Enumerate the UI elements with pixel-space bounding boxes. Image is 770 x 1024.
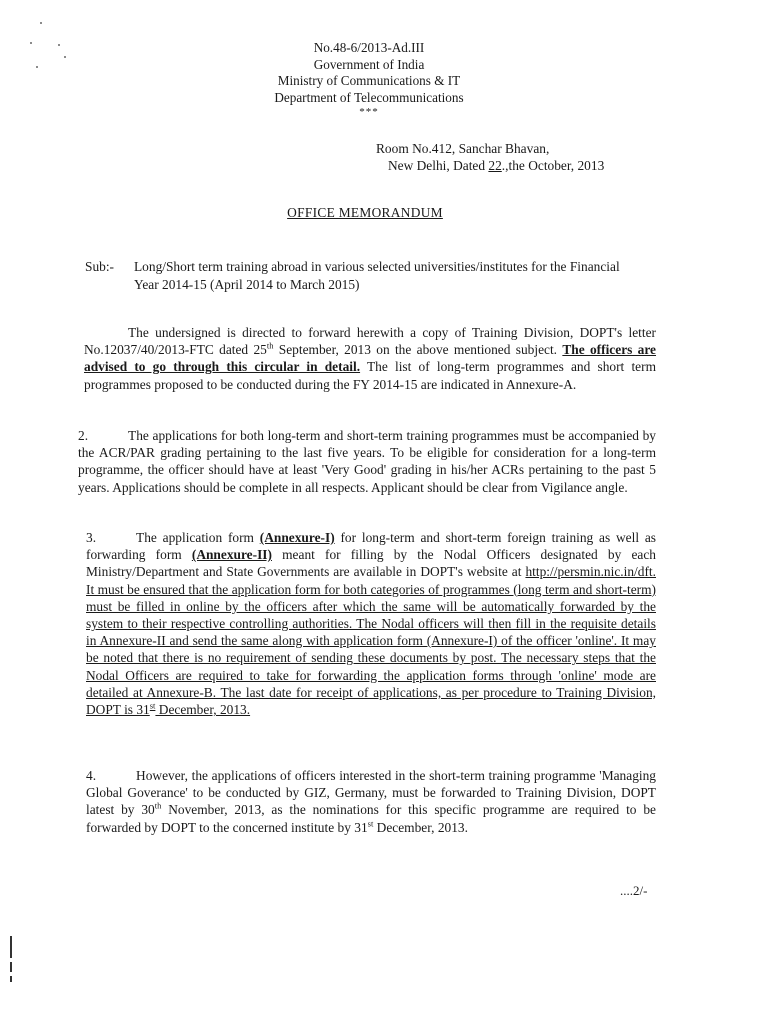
scan-margin-mark (10, 962, 12, 972)
p1-text-c: The list of long-term programmes and short term programmes proposed to be conducted during the FY 2014-15 are indicated in Annexure-A. (84, 359, 656, 392)
paragraph-3 (86, 529, 656, 718)
address-block (376, 140, 604, 174)
page-continuation: ....2/- (620, 883, 648, 898)
p3-sup: st (149, 700, 156, 711)
p1-bold-instruction: The officers are advised to go through this circular in detail. (84, 342, 657, 375)
p1-sup: th (266, 340, 274, 351)
date-suffix: .,the October, 2013 (501, 158, 605, 173)
scan-dot (64, 56, 66, 58)
p3-website-link[interactable]: http://persmin.nic.in/dft. (525, 564, 656, 580)
p3-number: 3. (86, 530, 97, 545)
address-line: Room No.412, Sanchar Bhavan, (376, 141, 550, 156)
p3-underlined-text: It must be ensured that the application form for both categories of programmes (long term and short-term) must be filled in online by the officers after which the same will be automatically forwarded by the system to their respective controlling authorities. The Nodal officers will then fill in the requisite details in Annexure-II and send the same along with application form (Annexure-I) of the officer 'online'. It may be noted that there is no requirement of sending these documents by post. The necessary steps that the Nodal Officers are required to take for forwarding the application forms through 'online' mode are detailed at Annexure-B. The last date for receipt of applications, as per procedure to Training Division, DOPT is 31 (86, 581, 656, 718)
memo-title: OFFICE MEMORANDUM (287, 205, 443, 220)
scan-dot (40, 22, 42, 24)
p2-text: The applications for both long-term and short-term training programmes must be accompanied by the ACR/PAR grading pertaining to the last five years. To be eligible for consideration for a long-term programme, the officer should have at least 'Very Good' grading in his/her ACRs pertaining to the past 5 years. Applications should be complete in all respects. Applicant should be clear from Vigilance angle. (78, 428, 656, 495)
scan-dot (30, 42, 32, 44)
date-line (376, 157, 604, 174)
p3-text-b: for long-term and short-term foreign training as well as forwarding form (86, 530, 656, 563)
date-day: 22 (488, 158, 502, 173)
date-prefix: New Delhi, Dated (388, 158, 489, 173)
paragraph-4 (86, 767, 656, 836)
p1-text-a: The undersigned is directed to forward herewith a copy of Training Division, DOPT's letter No.12037/40/2013-FTC dated 25 (84, 325, 656, 358)
p3-annexure-2: (Annexure-II) (191, 547, 272, 563)
p2-number: 2. (78, 428, 89, 443)
p4-sup-1: th (154, 800, 162, 811)
subject-text: Long/Short term training abroad in various selected universities/institutes for the Financial Year 2014-15 (April 2014 to March 2015) (134, 259, 620, 292)
paragraph-1 (84, 324, 656, 393)
scan-dot (36, 66, 38, 68)
scan-margin-mark (10, 976, 12, 982)
p4-text-b: November, 2013, as the nominations for this specific programme are required to be forwarded by DOPT to the concerned institute by 31 (86, 802, 656, 835)
p4-sup-2: st (367, 818, 374, 829)
p4-text-a: However, the applications of officers interested in the short-term training programme 'Managing Global Goverance' to be conducted by GIZ, Germany, must be forwarded to Training Division, DOPT latest by 30 (86, 768, 656, 818)
p3-text-e: December, 2013. (155, 702, 251, 718)
p4-text-c: December, 2013. (373, 819, 468, 835)
paragraph-2 (78, 427, 656, 496)
reference-number: No.48-6/2013-Ad.III (313, 40, 425, 55)
subject-block (85, 258, 645, 294)
p4-number: 4. (86, 768, 97, 783)
p3-text-a: The application form (136, 530, 260, 545)
scan-dot (58, 44, 60, 46)
government-line: Government of India (313, 56, 425, 72)
ministry-line: Ministry of Communications & IT (277, 73, 461, 88)
p1-text-b: September, 2013 on the above mentioned subject. (273, 342, 563, 358)
scan-margin-mark (10, 936, 12, 958)
p3-text-c: meant for filling by the Nodal Officers designated by each Ministry/Department and State Governments are available in DOPT's website at (86, 547, 656, 580)
department-line: Department of Telecommunications (274, 89, 464, 105)
letterhead (0, 40, 738, 118)
separator-stars: *** (359, 106, 379, 118)
p3-annexure-1: (Annexure-I) (259, 530, 335, 545)
subject-label: Sub:- (85, 259, 115, 274)
